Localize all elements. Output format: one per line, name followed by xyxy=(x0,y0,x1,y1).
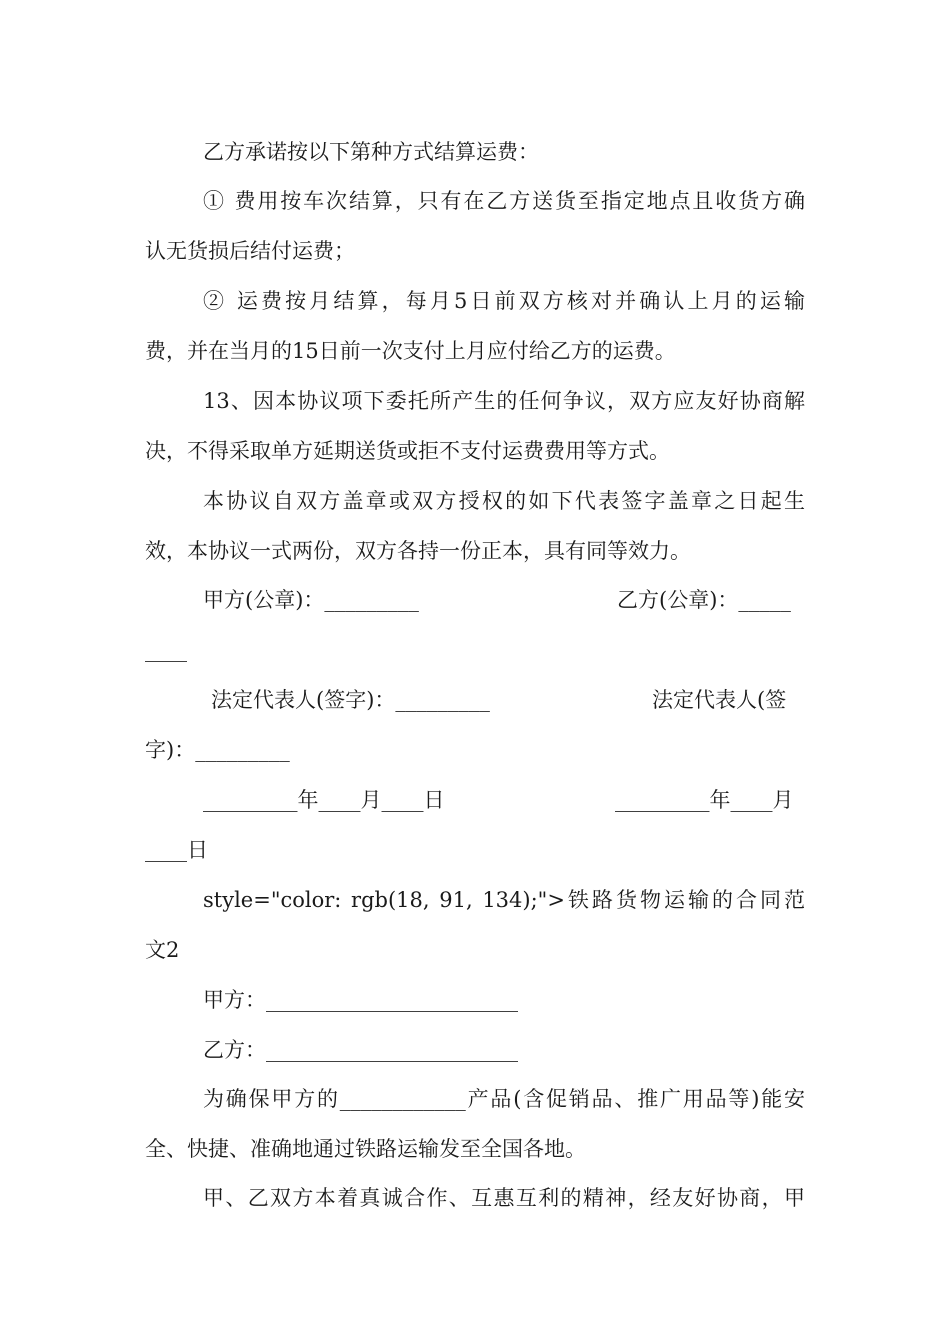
party-a-date: _________年____月____日 xyxy=(203,788,445,812)
paragraph-line: ① 费用按车次结算，只有在乙方送货至指定地点且收货方确 xyxy=(203,189,805,213)
paragraph-line: 效，本协议一式两份，双方各持一份正本，具有同等效力。 xyxy=(145,539,691,563)
party-b-date: _________年____月 xyxy=(615,788,794,812)
contract-title-line: style="color: rgb(18, 91, 134);">铁路货物运输的合同范 xyxy=(203,888,805,912)
paragraph-line: 决，不得采取单方延期送货或拒不支付运费费用等方式。 xyxy=(145,439,670,463)
party-b-field: 乙方：________________________ xyxy=(203,1038,518,1062)
paragraph-line: 为确保甲方的____________产品(含促销品、推广用品等)能安 xyxy=(203,1087,805,1111)
paragraph-line: 全、快捷、准确地通过铁路运输发至全国各地。 xyxy=(145,1137,586,1161)
paragraph-line: ② 运费按月结算，每月5日前双方核对并确认上月的运输 xyxy=(203,289,805,313)
contract-title-line: 文2 xyxy=(145,938,180,962)
paragraph-line: 费，并在当月的15日前一次支付上月应付给乙方的运费。 xyxy=(145,339,676,363)
party-b-seal: 乙方(公章)：_____ xyxy=(617,588,791,612)
paragraph-line: 13、因本协议项下委托所产生的任何争议，双方应友好协商解 xyxy=(203,389,805,413)
party-a-legal-rep: 法定代表人(签字)：_________ xyxy=(211,688,490,712)
paragraph-line: 甲、乙双方本着真诚合作、互惠互利的精神，经友好协商，甲 xyxy=(203,1186,805,1210)
paragraph-line: 乙方承诺按以下第种方式结算运费： xyxy=(203,140,539,164)
party-b-legal-rep: 法定代表人(签 xyxy=(652,688,787,712)
paragraph-line: 认无货损后结付运费； xyxy=(145,239,355,263)
party-a-seal: 甲方(公章)：_________ xyxy=(203,588,419,612)
paragraph-line: 本协议自双方盖章或双方授权的如下代表签字盖章之日起生 xyxy=(203,489,805,513)
party-b-date-continued: ____日 xyxy=(145,838,208,862)
party-b-seal-continued: ____ xyxy=(145,638,187,662)
party-a-field: 甲方：________________________ xyxy=(203,988,518,1012)
party-b-legal-rep-continued: 字)：_________ xyxy=(145,738,290,762)
